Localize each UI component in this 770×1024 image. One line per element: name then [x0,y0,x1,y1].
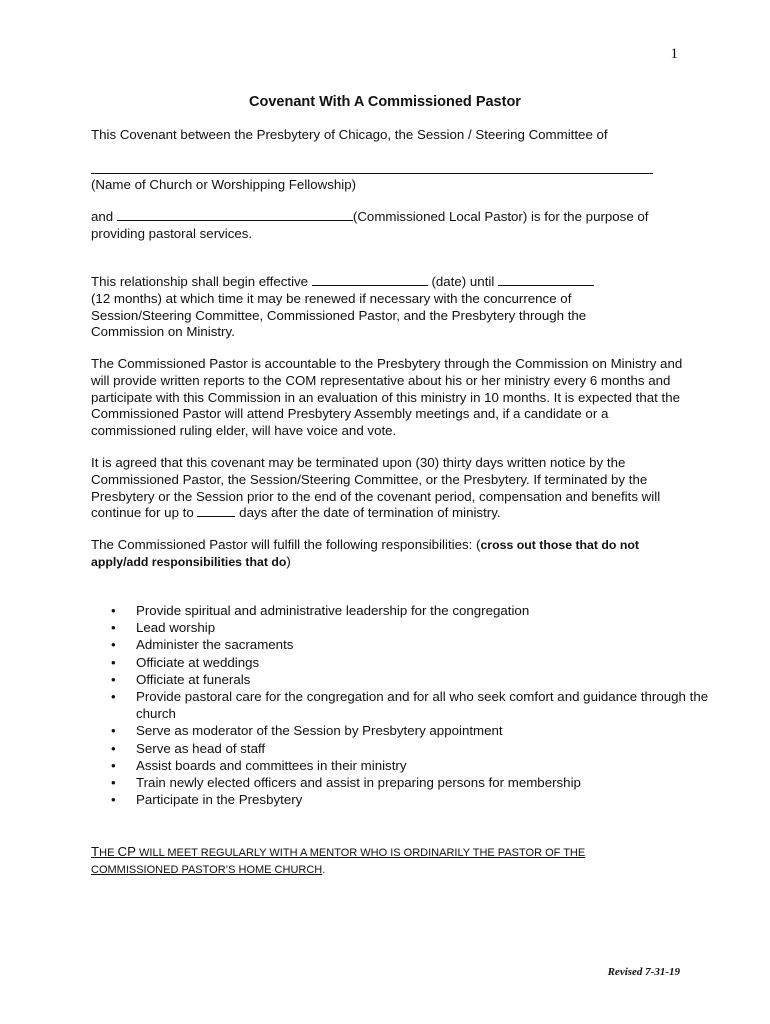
list-item: • Participate in the Presbytery [111,792,303,808]
pastor-prefix: and [91,209,114,224]
responsibilities-intro-text: The Commissioned Pastor will fulfill the following responsibilities: ( [91,537,481,552]
intro-text: This Covenant between the Presbytery of Chicago, the Session / Steering Committee of [91,127,608,142]
accountability-paragraph: The Commissioned Pastor is accountable to the Presbytery through the Commission on Ministry and will provide written reports to the COM representative about his or her ministry every 6 months and participate with this Commission in an evaluation of this ministry in 10 months. It is expected that the Commissioned Pastor will attend Presbytery Assembly meetings and, if a candidate or a commissioned ruling elder, will have voice and vote. [91,356,683,439]
relationship-middle: (date) until [431,274,495,289]
mentor-statement: THE CP WILL MEET REGULARLY WITH A MENTOR WHO IS ORDINARILY THE PASTOR OF THE COMMISSIONED PASTOR’S HOME CHURCH. [91,844,586,876]
termination-suffix: days after the date of termination of ministry. [239,505,501,521]
relationship-rest: (12 months) at which time it may be renewed if necessary with the concurrence of Session/Steering Committee, Commissioned Pastor, and the Presbytery through the Commission on Ministry. [91,290,587,340]
list-item: • Assist boards and committees in their ministry [111,757,407,773]
bullet-icon: • [111,620,116,636]
bullet-icon: • [111,740,116,756]
responsibilities-intro [91,537,691,571]
church-name-line[interactable] [91,173,653,174]
bullet-icon: • [111,792,116,808]
mentor-line2: COMMISSIONED PASTOR’S HOME CHURCH [91,864,323,876]
pastor-suffix: (Commissioned Local Pastor) is for the purpose of [352,209,649,224]
church-name-label: (Name of Church or Worshipping Fellowship) [91,177,357,192]
responsibilities-list [109,602,709,808]
bullet-icon: • [111,757,116,773]
bullet-icon: • [111,671,116,687]
list-item: • Serve as head of staff [111,740,266,756]
start-date-blank[interactable] [312,274,428,286]
document-title: Covenant With A Commissioned Pastor [249,94,521,110]
page-number: 1 [670,46,678,62]
bullet-icon: • [111,775,116,791]
list-item: • Train newly elected officers and assist in preparing persons for membership [111,775,581,791]
bullet-icon: • [111,723,116,739]
termination-text: It is agreed that this covenant may be terminated upon (30) thirty days written notice by the Commissioned Pastor, the Session/Steering Committee, or the Presbytery. If terminated by the Presbytery or the Session prior to the end of the covenant period, compensation and benefits will continue for up to [91,455,661,521]
relationship-prefix: This relationship shall begin effective [91,274,309,289]
list-item: • Serve as moderator of the Session by Presbytery appointment [111,723,503,739]
list-item: • Provide spiritual and administrative leadership for the congregation [111,603,530,618]
revision-date: Revised 7-31-19 [607,966,680,978]
list-item: • Officiate at funerals [111,671,251,687]
termination-paragraph [91,455,691,522]
pastor-paragraph [91,209,671,243]
list-item: • Officiate at weddings [111,654,260,670]
relationship-paragraph [91,274,631,341]
pastor-continuation: providing pastoral services. [91,225,253,241]
pastor-name-blank[interactable] [117,209,353,221]
bullet-icon: • [111,603,116,618]
responsibilities-instruction: cross out those that do not apply/add responsibilities that do [91,538,639,569]
responsibilities-close: ) [286,553,291,569]
list-item: • Administer the sacraments [111,637,294,653]
end-date-blank[interactable] [498,274,594,286]
bullet-icon: • [111,654,116,670]
list-item: • Provide pastoral care for the congregation and for all who seek comfort and guidance through the church [111,689,709,722]
bullet-icon: • [111,689,116,705]
days-blank[interactable] [197,505,235,517]
list-item: • Lead worship [111,620,216,636]
bullet-icon: • [111,637,116,653]
